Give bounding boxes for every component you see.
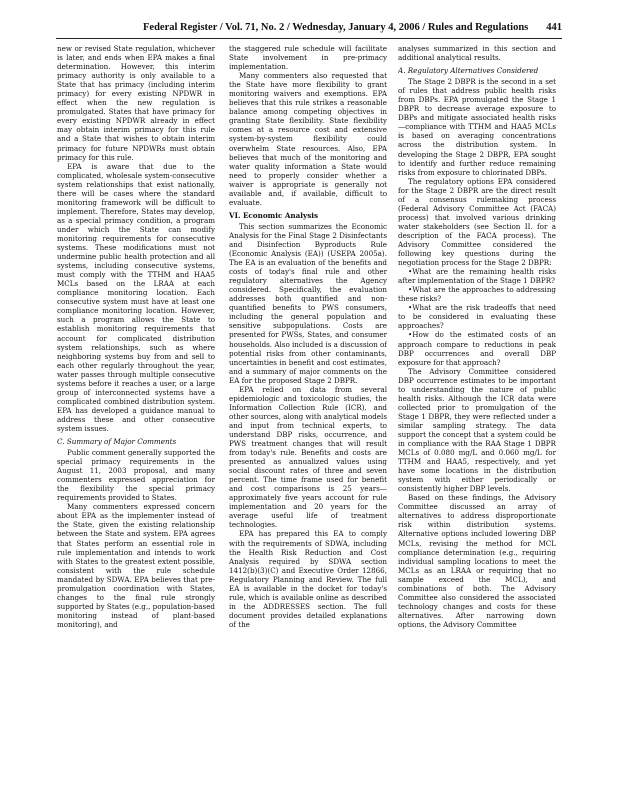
paragraph: Public comment generally supported the special primacy requirements in the August 11, 2003 proposal, and many commenters expressed appreciation for the flexibility the special primacy requirements provided to States. — [57, 448, 215, 503]
paragraph: EPA relied on data from several epidemiologic and toxicologic studies, the Information Collection Rule (ICR), and other sources, along with analytical models and input from technical experts, to understand DBP risks, occurrence, and PWS treatment changes that will result from today's rule. Benefits and costs are presented as annualized values using social discount rates of three and seven percent. The time frame used for benefit and cost comparisons is 25 years—approximately five years account for rule implementation and 20 years for the average useful life of treatment technologies. — [229, 384, 387, 530]
text-column-2 — [229, 44, 387, 786]
paragraph: the staggered rule schedule will facilitate State involvement in pre-primacy implementation. — [229, 44, 387, 72]
bullet-list — [398, 267, 556, 367]
paragraph: new or revised State regulation, whichever is later, and ends when EPA makes a final determination. However, this interim primacy authority is only available to a State that has primacy (including interim primacy) for every existing NPDWR in effect when the new regulation is promulgated. States that have primacy for every existing NPDWR already in effect may obtain interim primacy for this rule and a State that wishes to obtain interim primacy for future NPDWRs must obtain primacy for this rule. — [57, 44, 215, 162]
paragraph: The regulatory options EPA considered for the Stage 2 DBPR are the direct result of a consensus rulemaking process (Federal Advisory Committee Act (FACA) process) that involved various drinking water stakeholders (see Section II. for a description of the FACA process). The Advisory Committee considered the following key questions during the negotiation process for the Stage 2 DBPR: — [398, 176, 556, 268]
page-number: 441 — [546, 22, 562, 33]
section-heading: A. Regulatory Alternatives Considered — [398, 66, 539, 76]
bullet-item: • What are the approaches to addressing these risks? — [398, 285, 556, 303]
text-column-3 — [398, 44, 556, 786]
text-column-1 — [57, 44, 215, 786]
paragraph: This section summarizes the Economic Analysis for the Final Stage 2 Disinfectants and Disinfection Byproducts Rule (Economic Analysis (EA)) (USEPA 2005a). The EA is an evaluation of the benefits and costs of today's final rule and other regulatory alternatives the Agency considered. Specifically, the evaluation addresses both quantified and non-quantified benefits to PWS consumers, including the general population and sensitive subpopulations. Costs are presented for PWSs, States, and consumer households. Also included is a discussion of potential risks from other contaminants, uncertainties in benefit and cost estimates, and a summary of major comments on the EA for the proposed Stage 2 DBPR. — [229, 221, 387, 385]
paragraph: Based on these findings, the Advisory Committee discussed an array of alternatives to address disproportionate risk within distribution systems. Alternative options included lowering DBP MCLs, revising the method for MCL compliance determination (e.g., requiring individual sampling locations to meet the MCLs as an LRAA or requiring that no sample exceed the MCL), and combinations of both. The Advisory Committee also considered the associated technology changes and costs for these alternatives. After narrowing down options, the Advisory Committee — [398, 493, 556, 629]
bullet-item: • How do the estimated costs of an approach compare to reductions in peak DBP occurrences and overall DBP exposure for that approach? — [398, 330, 556, 366]
bullet-item: • What are the remaining health risks after implementation of the Stage 1 DBPR? — [398, 267, 556, 285]
paragraph: The Stage 2 DBPR is the second in a set of rules that address public health risks from DBPs. EPA promulgated the Stage 1 DBPR to decrease average exposure to DBPs and mitigate associated health risks—compliance with TTHM and HAA5 MCLs is based on averaging concentrations across the distribution system. In developing the Stage 2 DBPR, EPA sought to identify and further reduce remaining risks from exposure to chlorinated DBPs. — [398, 77, 556, 177]
header-rule — [56, 38, 562, 39]
paragraph: Many commenters expressed concern about EPA as the implementer instead of the State, given the existing relationship between the State and system. EPA agrees that States perform an essential role in rule implementation and intends to work with States to the greatest extent possible, consistent with the rule schedule mandated by SDWA. EPA believes that pre-promulgation coordination with States, changes to the final rule strongly supported by States (e.g., population-based monitoring instead of plant-based monitoring), and — [57, 502, 215, 629]
bullet-item: • What are the risk tradeoffs that need to be considered in evaluating these approaches? — [398, 303, 556, 330]
running-head-text: Federal Register / Vol. 71, No. 2 / Wednesday, January 4, 2006 / Rules and Regulations — [143, 22, 529, 33]
paragraph: The Advisory Committee considered DBP occurrence estimates to be important to understanding the nature of public health risks. Although the ICR data were collected prior to promulgation of the Stage 1 DBPR, they were reflected under a similar sampling strategy. The data support the concept that a system could be in compliance with the RAA Stage 1 DBPR MCLs of 0.080 mg/L and 0.060 mg/L for TTHM and HAA5, respectively, and yet have some locations in the distribution system with either periodically or consistently higher DBP levels. — [398, 366, 556, 494]
section-heading: C. Summary of Major Comments — [57, 437, 177, 447]
section-heading: VI. Economic Analysis — [229, 210, 319, 220]
paragraph: Many commenters also requested that the State have more flexibility to grant monitoring waivers and exemptions. EPA believes that this rule strikes a reasonable balance among competing objectives in granting State flexibility. State flexibility comes at a resource cost and extensive system-by-system flexibility could overwhelm State resources. Also, EPA believes that much of the monitoring and water quality information a State would need to properly consider whether a waiver is appropriate is generally not available and, if available, difficult to evaluate. — [229, 71, 387, 207]
paragraph: analyses summarized in this section and additional analytical results. — [398, 44, 556, 63]
running-header — [56, 22, 562, 36]
paragraph: EPA is aware that due to the complicated, wholesale system-consecutive system relationships that exist nationally, there will be cases where the standard monitoring framework will be difficult to implement. Therefore, States may develop, as a special primacy condition, a program under which the State can modify monitoring requirements for consecutive systems. These modifications must not undermine public health protection and all systems, including consecutive systems, must comply with the TTHM and HAA5 MCLs based on the LRAA at each compliance monitoring location. Each consecutive system must have at least one compliance monitoring location. However, such a program allows the State to establish monitoring requirements that account for complicated distribution system relationships, such as where neighboring systems buy from and sell to each other regularly throughout the year, water passes through multiple consecutive systems before it reaches a user, or a large group of interconnected systems have a complicated combined distribution system. EPA has developed a guidance manual to address these and other consecutive system issues. — [57, 161, 215, 433]
paragraph: EPA has prepared this EA to comply with the requirements of SDWA, including the Health Risk Reduction and Cost Analysis required by SDWA section 1412(b)(3)(C) and Executive Order 12866, Regulatory Planning and Review. The full EA is available in the docket for today's rule, which is available online as described in the ADDRESSES section. The full document provides detailed explanations of the — [229, 529, 387, 629]
